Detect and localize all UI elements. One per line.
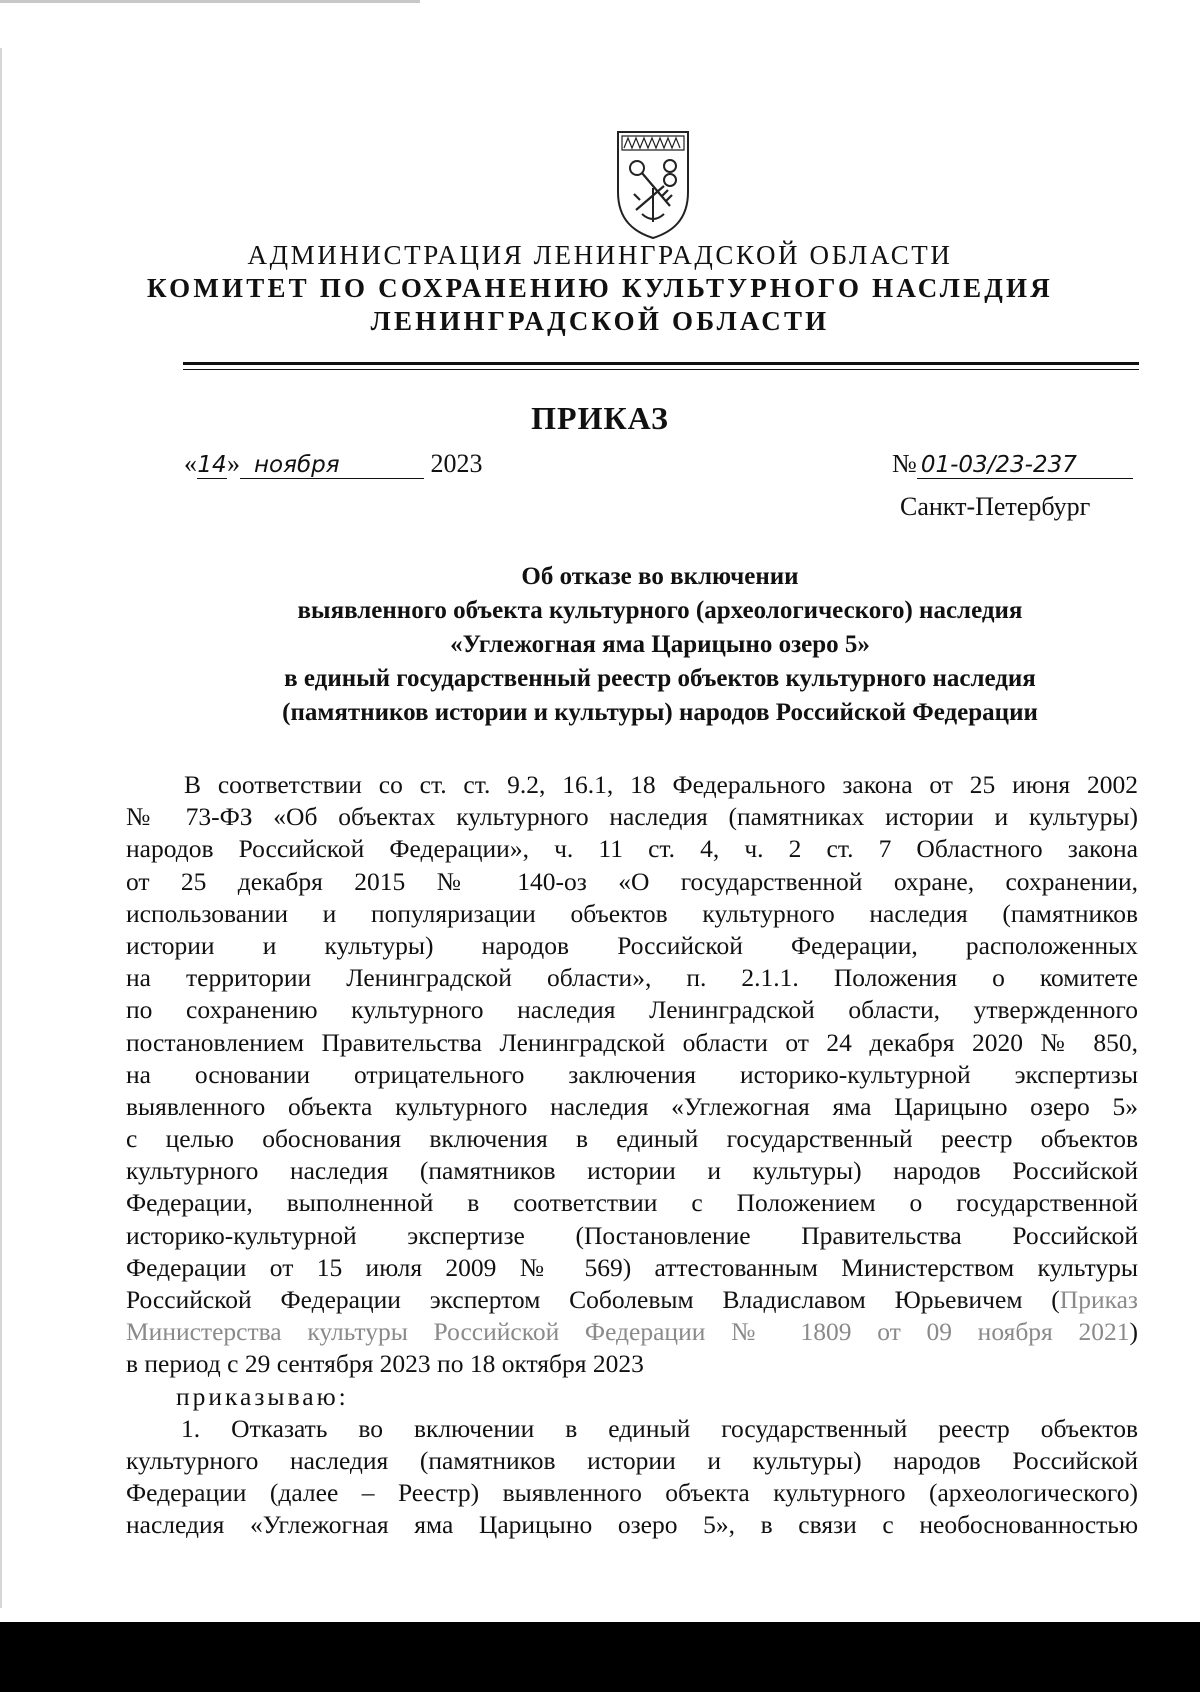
date-open-quote: « — [184, 449, 197, 478]
date-month: ноября — [240, 452, 424, 479]
body-line: выявленного объекта культурного наследия «Углежогная яма Царицыно озеро 5» — [126, 1091, 1138, 1121]
org-name-line-3: ЛЕНИНГРАДСКОЙ ОБЛАСТИ — [370, 306, 830, 336]
body-line-faint-part: Министерства культуры Российской Федерации № 1809 от 09 ноября 2021 — [126, 1317, 1130, 1347]
number-prefix: № — [892, 449, 917, 478]
body-line: В соответствии со ст. ст. 9.2, 16.1, 18 Федерального закона от 25 июня 2002 — [184, 770, 1138, 799]
body-line: Федерации, выполненной в соответствии с Положением о государственной — [126, 1188, 1138, 1218]
date-year: 2023 — [430, 449, 483, 478]
body-line: от 25 декабря 2015 № 140-оз «О государственной охране, сохранении, — [126, 866, 1138, 896]
body-line: культурного наследия (памятников истории и культуры) народов Российской — [126, 1156, 1138, 1186]
header-rule-thick — [183, 362, 1139, 365]
org-name-line-1: АДМИНИСТРАЦИЯ ЛЕНИНГРАДСКОЙ ОБЛАСТИ — [247, 240, 953, 270]
coat-of-arms-emblem — [612, 128, 694, 240]
body-line: на территории Ленинградской области», п. 2.1.1. Положения о комитете — [126, 963, 1138, 993]
subject-line: выявленного объекта культурного (археологического) наследия — [297, 597, 1023, 624]
body-line — [126, 1316, 1138, 1348]
body-line: народов Российской Федерации», ч. 11 ст. 4, ч. 2 ст. 7 Областного закона — [126, 834, 1138, 864]
number-value: 01-03/23-237 — [917, 452, 1133, 479]
body-line — [126, 1284, 1138, 1316]
scan-edge-bottom — [0, 1622, 1200, 1692]
document-body — [126, 769, 1138, 1542]
body-line-faint-part: Приказ — [1059, 1285, 1138, 1314]
body-line: историко-культурной экспертизе (Постановление Правительства Российской — [126, 1220, 1138, 1250]
header-rule-thin — [183, 369, 1139, 370]
body-line: культурного наследия (памятников истории и культуры) народов Российской — [126, 1445, 1138, 1475]
document-type-title: ПРИКАЗ — [531, 400, 669, 436]
document-number — [892, 449, 1133, 479]
body-line: наследия «Углежогная яма Царицыно озеро 5», в связи с необоснованностью — [126, 1510, 1138, 1540]
body-line: постановлением Правительства Ленинградской области от 24 декабря 2020 № 850, — [126, 1027, 1138, 1057]
subject-line: (памятников истории и культуры) народов Российской Федерации — [282, 699, 1038, 726]
body-line: по сохранению культурного наследия Ленинградской области, утвержденного — [126, 995, 1138, 1025]
body-line: на основании отрицательного заключения историко-культурной экспертизы — [126, 1059, 1138, 1089]
subject-line: «Углежогная яма Царицыно озеро 5» — [450, 631, 870, 658]
body-line-part: ) — [1129, 1317, 1138, 1347]
body-line: № 73-ФЗ «Об объектах культурного наследия (памятниках истории и культуры) — [126, 802, 1138, 832]
subject-line: Об отказе во включении — [521, 563, 799, 590]
body-line: использовании и популяризации объектов культурного наследия (памятников — [126, 898, 1138, 928]
date-close-quote: » — [227, 449, 240, 478]
body-line: 1. Отказать во включении в единый государственный реестр объектов — [181, 1413, 1138, 1443]
body-line: с целью обоснования включения в единый государственный реестр объектов — [126, 1124, 1138, 1154]
subject-line: в единый государственный реестр объектов культурного наследия — [284, 665, 1036, 692]
document-date — [184, 449, 483, 479]
body-line: истории и культуры) народов Российской Федерации, расположенных — [126, 930, 1138, 960]
document-subject — [180, 560, 1140, 730]
date-day: 14 — [197, 452, 227, 478]
body-line: в период с 29 сентября 2023 по 18 октября 2023 — [126, 1349, 644, 1379]
body-line-part: Российской Федерации экспертом Соболевым Владиславом Юрьевичем ( — [126, 1285, 1060, 1314]
scan-edge-top — [0, 0, 420, 3]
body-line: Федерации (далее – Реестр) выявленного объекта культурного (археологического) — [126, 1478, 1138, 1508]
org-name-line-2: КОМИТЕТ ПО СОХРАНЕНИЮ КУЛЬТУРНОГО НАСЛЕДИЯ — [147, 273, 1053, 303]
order-word: приказываю: — [176, 1381, 349, 1411]
body-line: Федерации от 15 июля 2009 № 569) аттестованным Министерством культуры — [126, 1252, 1138, 1282]
document-city: Санкт-Петербург — [900, 492, 1091, 521]
